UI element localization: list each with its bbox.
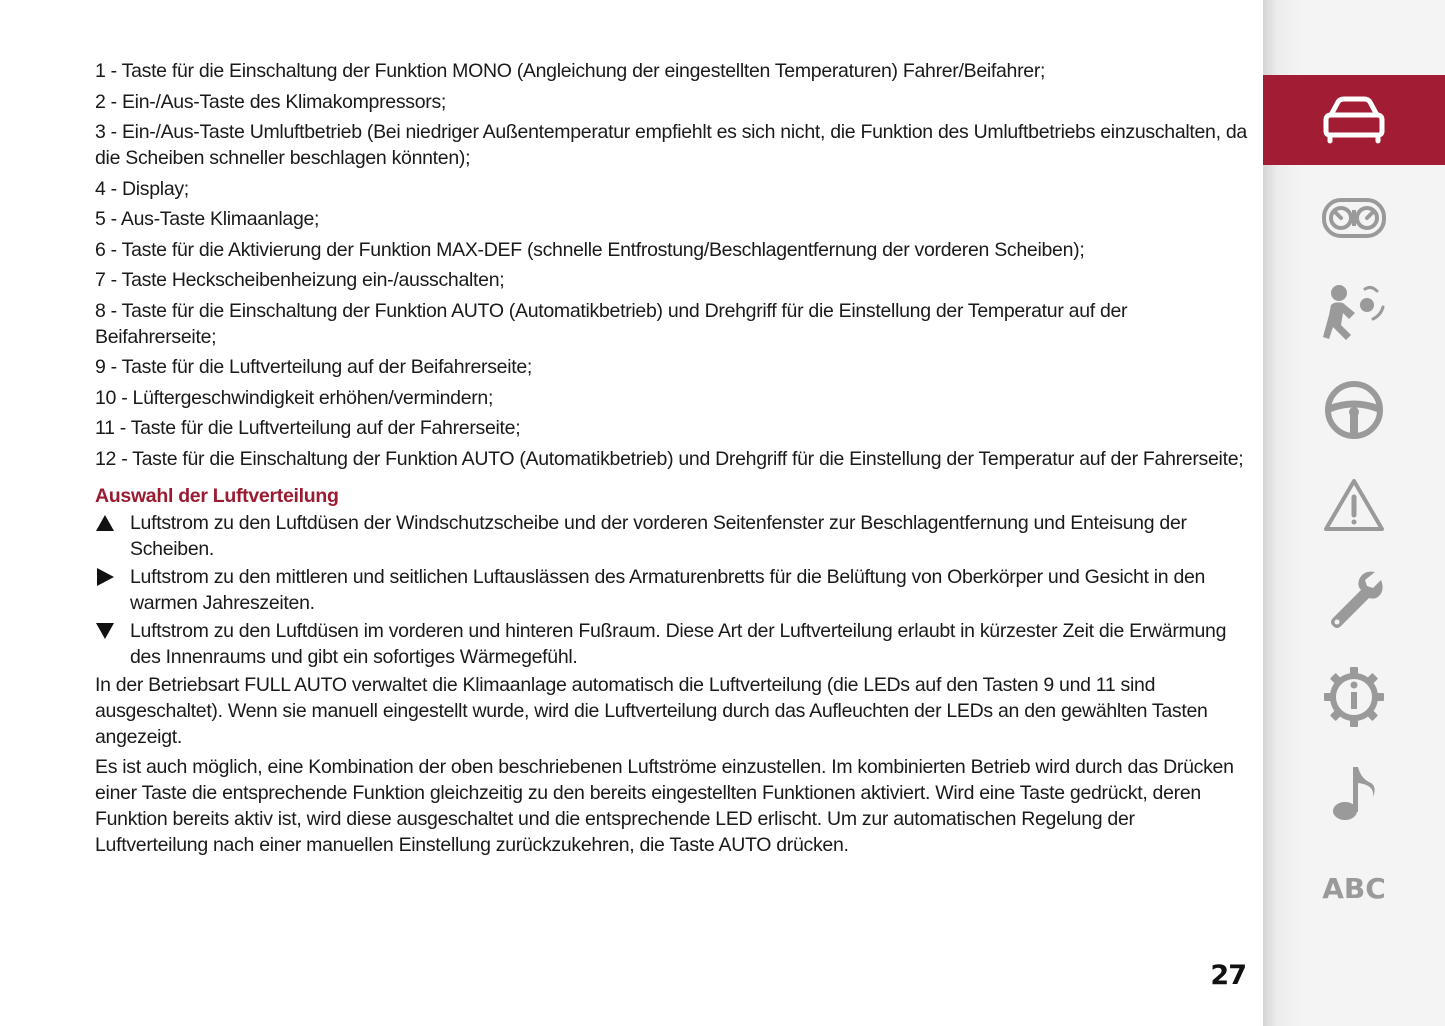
sidebar-item-emergency[interactable] — [1263, 460, 1445, 550]
airbag-passenger-icon — [1321, 283, 1387, 343]
legend-list — [95, 58, 1250, 472]
sidebar-item-driving[interactable] — [1263, 365, 1445, 455]
list-item: 5 - Aus-Taste Klimaanlage; — [95, 208, 320, 230]
list-item: 6 - Taste für die Aktivierung der Funktion MAX-DEF (schnelle Entfrostung/Beschlagentfernung der vorderen Scheiben); — [95, 238, 1085, 261]
list-item: 7 - Taste Heckscheibenheizung ein-/ausschalten; — [95, 269, 505, 291]
bullet-text: Luftstrom zu den Luftdüsen im vorderen und hinteren Fußraum. Diese Art der Luftverteilung erlaubt in kürzester Zeit die Erwärmung des Innenraums und gibt ein sofortiges Wärmegefühl. — [130, 619, 1227, 668]
bullet-item — [95, 510, 1250, 562]
index-abc-label: ABC — [1322, 871, 1386, 905]
instrument-cluster-icon — [1321, 196, 1387, 240]
list-item: 2 - Ein-/Aus-Taste des Klimakompressors; — [95, 90, 447, 113]
chapter-sidebar — [1263, 0, 1445, 1026]
list-item: 12 - Taste für die Einschaltung der Funktion AUTO (Automatikbetrieb) und Drehgriff für die Einstellung der Temperatur auf der Fahrerseite; — [95, 447, 1244, 470]
info-gear-icon — [1323, 666, 1385, 728]
steering-wheel-icon — [1323, 379, 1385, 441]
sidebar-item-car[interactable] — [1263, 75, 1445, 165]
sidebar-item-instruments[interactable] — [1263, 173, 1445, 263]
list-item: 8 - Taste für die Einschaltung der Funktion AUTO (Automatikbetrieb) und Drehgriff für die Einstellung der Temperatur auf der Beifahrerseite; — [95, 299, 1128, 348]
page-number: 27 — [1210, 960, 1246, 991]
body-paragraph: Es ist auch möglich, eine Kombination der oben beschriebenen Luftströme einzustellen. Im kombinierten Betrieb wird durch das Drücken einer Taste die entsprechende Funktion gleichzeitig zu den bereits eingestellten Funktionen aktiviert. Wird eine Taste gedrückt, deren Funktion bereits aktiv ist, wird diese ausgeschaltet und die entsprechende LED erlischt. Um zur automatischen Regelung der Luftverteilung nach einer manuellen Einstellung zurückzukehren, die Taste AUTO drücken. — [95, 756, 1234, 856]
list-item: 4 - Display; — [95, 177, 189, 200]
sidebar-item-technical-data[interactable] — [1263, 652, 1445, 742]
bullet-item — [95, 564, 1250, 616]
sidebar-item-safety[interactable] — [1263, 268, 1445, 358]
list-item: 1 - Taste für die Einschaltung der Funktion MONO (Angleichung der eingestellten Temperaturen) Fahrer/Beifahrer; — [95, 60, 1046, 82]
sidebar-item-index[interactable] — [1263, 843, 1445, 933]
body-paragraph: In der Betriebsart FULL AUTO verwaltet die Klimaanlage automatisch die Luftverteilung (die LEDs auf den Tasten 9 und 11 sind ausgeschaltet). Wenn sie manuell eingestellt wurde, wird die Luftverteilung durch das Aufleuchten der LEDs an den gewählten Tasten angezeigt. — [95, 673, 1208, 748]
list-item: 9 - Taste für die Luftverteilung auf der Beifahrerseite; — [95, 356, 533, 378]
sidebar-item-multimedia[interactable] — [1263, 748, 1445, 838]
sidebar-item-maintenance[interactable] — [1263, 556, 1445, 646]
list-item: 3 - Ein-/Aus-Taste Umluftbetrieb (Bei niedriger Außentemperatur empfiehlt es sich nicht, die Funktion des Umluftbetriebs einzuschalten, da die Scheiben schneller beschlagen könnten); — [95, 121, 1247, 169]
music-note-icon — [1329, 763, 1379, 823]
warning-triangle-icon — [1323, 477, 1385, 533]
triangle-up-icon — [95, 510, 117, 536]
list-item: 11 - Taste für die Luftverteilung auf der Fahrerseite; — [95, 417, 521, 439]
bullet-item — [95, 618, 1250, 670]
section-heading: Auswahl der Luftverteilung — [95, 484, 339, 507]
triangle-right-icon — [95, 564, 117, 590]
wrench-icon — [1323, 568, 1385, 634]
triangle-down-icon — [95, 618, 117, 644]
car-icon — [1321, 95, 1387, 145]
list-item: 10 - Lüftergeschwindigkeit erhöhen/vermindern; — [95, 386, 494, 409]
bullet-text: Luftstrom zu den Luftdüsen der Windschutzscheibe und der vorderen Seitenfenster zur Beschlagentfernung und Enteisung der Scheiben. — [130, 511, 1187, 560]
bullet-text: Luftstrom zu den mittleren und seitlichen Luftauslässen des Armaturenbretts für die Belüftung von Oberkörper und Gesicht in den warmen Jahreszeiten. — [130, 565, 1206, 614]
page-content — [95, 58, 1250, 863]
